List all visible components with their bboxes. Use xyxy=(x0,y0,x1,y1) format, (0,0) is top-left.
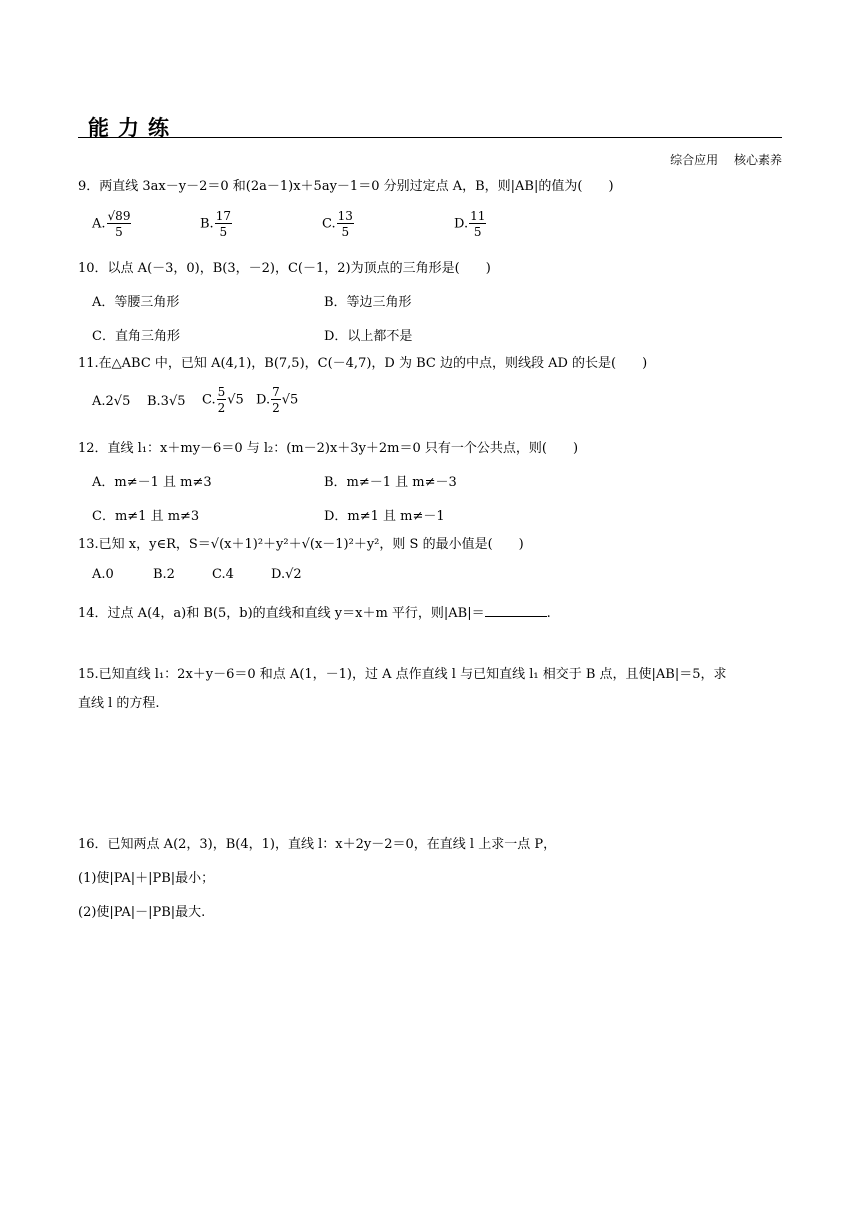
question-13-stem: 13.已知 x，y∈R，S＝√(x＋1)²＋y²＋√(x－1)²＋y²，则 S 的最小值是( ) xyxy=(78,537,524,552)
question-13-option-c: C.4 xyxy=(212,567,234,582)
question-11-option-c: C. $\frac{5}{2}$ √5 xyxy=(202,385,244,415)
question-9-options xyxy=(92,210,692,250)
fraction-numerator: 13 xyxy=(337,209,353,223)
question-10-option-a: A．等腰三角形 xyxy=(92,295,180,310)
question-9-option-d: D. $\frac{11}{5}$ xyxy=(454,209,486,239)
fraction-denominator: 5 xyxy=(473,225,482,239)
question-15-line-1: 15.已知直线 l₁：2x＋y－6＝0 和点 A(1，－1)，过 A 点作直线 l 与已知直线 l₁ 相交于 B 点，且使|AB|＝5，求 xyxy=(78,667,727,682)
answer-blank[interactable] xyxy=(485,604,547,617)
question-9-option-a: A. $\frac{√89}{5}$ xyxy=(92,209,131,239)
fraction-denominator: 5 xyxy=(115,225,123,239)
fraction-denominator: 5 xyxy=(219,225,228,239)
question-11-options xyxy=(92,386,392,422)
question-11-option-a: A.2√5 xyxy=(92,394,131,409)
question-13-option-b: B.2 xyxy=(153,567,175,582)
question-12-option-c: C．m≠1 且 m≠3 xyxy=(92,509,200,524)
fraction-numerator: 17 xyxy=(215,209,231,223)
question-16-part-1: (1)使|PA|＋|PB|最小； xyxy=(78,871,215,886)
question-14-stem: 14．过点 A(4，a)和 B(5，b)的直线和直线 y＝x＋m 平行，则|AB|＝ . xyxy=(78,606,551,621)
question-11-stem: 11.在△ABC 中，已知 A(4,1)，B(7,5)，C(－4,7)，D 为 BC 边的中点，则线段 AD 的长是( ) xyxy=(78,356,648,371)
question-12-stem: 12．直线 l₁：x＋my－6＝0 与 l₂：(m－2)x＋3y＋2m＝0 只有一个公共点，则( ) xyxy=(78,441,579,456)
question-10-option-b: B．等边三角形 xyxy=(324,295,412,310)
question-10-stem: 10．以点 A(－3，0)，B(3，－2)，C(－1，2)为顶点的三角形是( ) xyxy=(78,261,491,276)
question-15-line-2: 直线 l 的方程. xyxy=(78,696,160,711)
question-9-stem xyxy=(78,178,614,196)
question-11-option-b: B.3√5 xyxy=(147,394,186,409)
question-10-option-d: D．以上都不是 xyxy=(324,329,413,344)
fraction-numerator: √89 xyxy=(107,209,131,223)
question-9-option-b: B. $\frac{17}{5}$ xyxy=(200,209,231,239)
title-divider xyxy=(78,137,782,138)
question-13-option-a: A.0 xyxy=(92,567,114,582)
question-16-stem: 16．已知两点 A(2，3)，B(4，1)，直线 l：x＋2y－2＝0，在直线 l 上求一点 P， xyxy=(78,837,557,852)
question-12-option-d: D．m≠1 且 m≠－1 xyxy=(324,509,445,524)
question-16-part-2: (2)使|PA|－|PB|最大. xyxy=(78,905,206,920)
fraction-denominator: 5 xyxy=(341,225,350,239)
question-9-option-c: C. $\frac{13}{5}$ xyxy=(322,209,353,239)
question-12-option-a: A．m≠－1 且 m≠3 xyxy=(92,475,212,490)
question-9-text: 两直线 3ax－y－2＝0 和(2a－1)x＋5ay－1＝0 分别过定点 A，B，则|AB|的值为( ) xyxy=(99,179,614,194)
question-11-option-d: D. $\frac{7}{2}$ √5 xyxy=(256,385,299,415)
question-9-number: 9． xyxy=(78,179,100,194)
question-12-option-b: B．m≠－1 且 m≠－3 xyxy=(324,475,457,490)
question-13-option-d: D.√2 xyxy=(271,567,302,582)
fraction-numerator: 11 xyxy=(470,209,486,223)
section-title: 能力练 xyxy=(88,116,178,140)
section-subtitle: 综合应用 核心素养 xyxy=(670,153,782,167)
question-10-option-c: C．直角三角形 xyxy=(92,329,180,344)
